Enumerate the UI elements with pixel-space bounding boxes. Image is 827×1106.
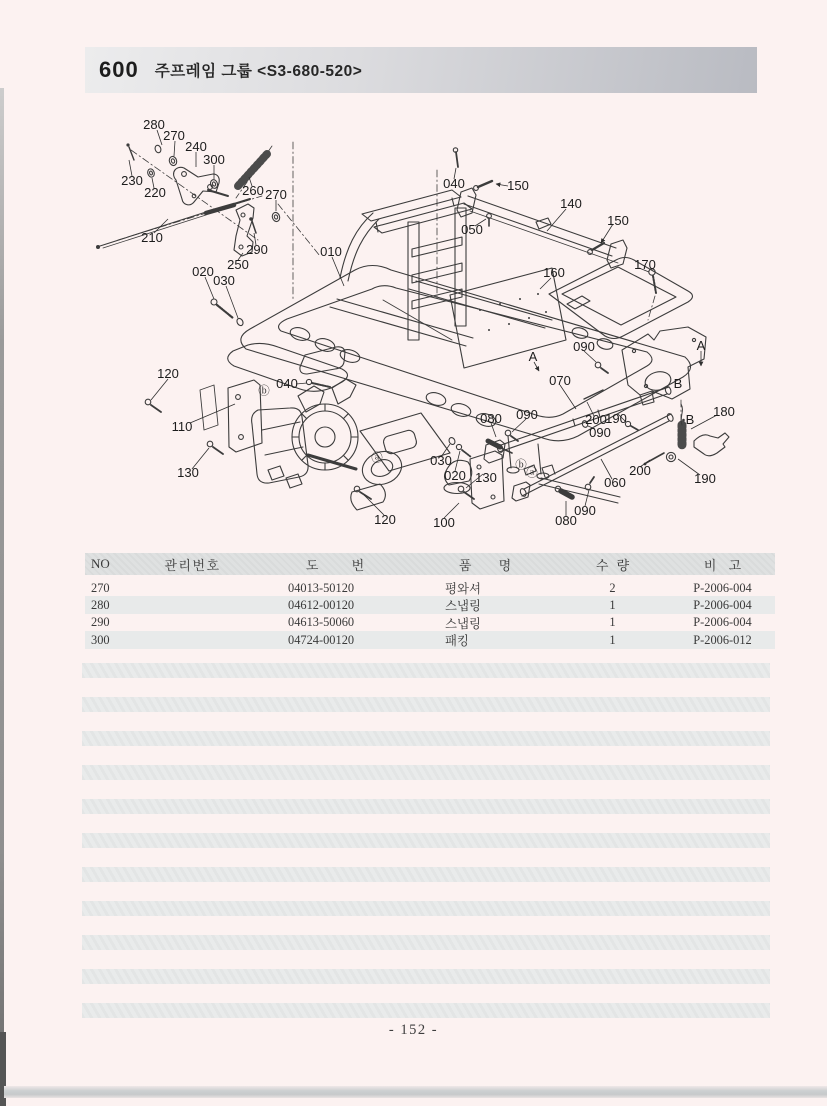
table-row: [85, 579, 775, 596]
column-header: 수 량: [595, 557, 630, 573]
part-callout-number: 280: [143, 116, 165, 132]
ruled-line: [82, 1003, 770, 1018]
part-callout-number: 180: [713, 403, 735, 419]
circled-reference-label: ⓑ: [515, 459, 527, 472]
part-callout-number: 270: [265, 186, 287, 202]
part-callout-number: 130: [475, 469, 497, 485]
part-callout-number: 200: [585, 411, 607, 427]
ruled-line: [82, 765, 770, 780]
circled-reference-label: ⓐ: [371, 452, 383, 465]
part-callout-number: 060: [604, 474, 626, 490]
part-callout-number: 120: [374, 511, 396, 527]
view-marker-label: A: [696, 337, 706, 353]
part-callout-number: 010: [320, 243, 342, 259]
part-callout-number: 250: [227, 256, 249, 272]
part-callout-number: 220: [144, 184, 166, 200]
table-cell: P-2006-004: [693, 615, 752, 630]
table-cell: P-2006-004: [693, 597, 752, 612]
part-callout-number: 050: [461, 221, 483, 237]
part-callout-number: 160: [543, 264, 565, 280]
table-cell: 스냅링: [445, 599, 481, 614]
column-header: 도 번: [305, 557, 365, 573]
part-callout-number: 150: [607, 212, 629, 228]
part-callout-number: 030: [213, 272, 235, 288]
leader-line: [560, 385, 576, 409]
ruled-line: [82, 867, 770, 882]
leader-line: [547, 209, 566, 231]
page-number: - 152 -: [388, 1022, 439, 1038]
view-marker-label: A: [528, 348, 538, 364]
table-cell: 04724-00120: [288, 632, 355, 647]
part-callout-number: 200: [629, 462, 651, 478]
part-callout-number: 020: [192, 263, 214, 279]
table-cell: 04013-50120: [288, 580, 355, 595]
circled-reference-label: ⓐ: [526, 467, 538, 480]
part-callout-number: 110: [171, 418, 193, 434]
table-cell: 1: [609, 597, 616, 612]
table-cell: 270: [91, 580, 110, 595]
part-callout-number: 240: [185, 138, 207, 154]
part-callout-number: 090: [516, 406, 538, 422]
part-callout-number: 230: [121, 172, 143, 188]
diagram-line-art: [96, 142, 729, 510]
ruled-note-lines: [82, 663, 770, 1037]
ruled-line: [82, 697, 770, 712]
part-callout-number: 030: [430, 452, 452, 468]
parts-table-body: [85, 579, 775, 649]
circled-reference-label: ⓑ: [258, 385, 270, 398]
part-callout-number: 260: [242, 182, 264, 198]
part-callout-number: 170: [634, 256, 656, 272]
part-callout-number: 190: [694, 470, 716, 486]
table-row: [85, 614, 775, 631]
table-cell: 2: [609, 580, 616, 595]
ruled-line: [82, 969, 770, 984]
table-row: [85, 596, 775, 613]
table-cell: 1: [609, 615, 616, 630]
part-callout-number: 190: [605, 410, 627, 426]
column-header: 품 명: [458, 557, 512, 573]
leader-line: [157, 130, 162, 145]
part-callout-number: 090: [573, 338, 595, 354]
part-callout-number: 070: [549, 372, 571, 388]
view-marker-label: B: [673, 375, 683, 391]
part-callout-number: 040: [276, 375, 298, 391]
part-callout-number: 130: [177, 464, 199, 480]
column-header: 관리번호: [164, 557, 221, 573]
table-cell: 스냅링: [445, 616, 481, 631]
table-cell: P-2006-012: [693, 632, 752, 647]
ruled-line: [82, 663, 770, 678]
parts-table-header-row: [85, 553, 775, 575]
table-cell: 04613-50060: [288, 615, 355, 630]
part-callout-number: 150: [507, 177, 529, 193]
ruled-line: [82, 901, 770, 916]
table-cell: P-2006-004: [693, 580, 752, 595]
callout-labels: [121, 117, 735, 530]
leader-line: [151, 379, 168, 400]
view-marker-label: B: [685, 411, 695, 427]
ruled-line: [82, 799, 770, 814]
part-callout-number: 300: [203, 151, 225, 167]
section-title: 주프레임 그룹 <S3-680-520>: [154, 63, 363, 80]
ruled-line: [82, 731, 770, 746]
table-cell: 290: [91, 615, 110, 630]
table-cell: 1: [609, 632, 616, 647]
table-cell: 패킹: [445, 634, 469, 649]
column-header: NO: [91, 556, 110, 571]
leader-line: [174, 141, 175, 156]
parts-table: [85, 553, 775, 649]
table-cell: 04612-00120: [288, 597, 355, 612]
part-callout-number: 210: [141, 229, 163, 245]
part-callout-number: 040: [443, 175, 465, 191]
table-cell: 280: [91, 597, 110, 612]
ruled-line: [82, 833, 770, 848]
column-header: 비 고: [703, 557, 742, 573]
table-cell: 평와셔: [445, 582, 481, 596]
part-callout-number: 090: [589, 424, 611, 440]
table-row: [85, 631, 775, 648]
part-callout-number: 120: [157, 365, 179, 381]
part-callout-number: 290: [246, 241, 268, 257]
table-cell: 300: [91, 632, 110, 647]
ruled-line: [82, 935, 770, 950]
part-callout-number: 090: [574, 502, 596, 518]
section-number: 600: [99, 57, 139, 82]
part-callout-number: 020: [444, 467, 466, 483]
part-callout-number: 080: [555, 512, 577, 528]
part-callout-number: 100: [433, 514, 455, 530]
part-callout-number: 080: [480, 410, 502, 426]
part-callout-number: 270: [163, 127, 185, 143]
part-callout-number: 140: [560, 195, 582, 211]
